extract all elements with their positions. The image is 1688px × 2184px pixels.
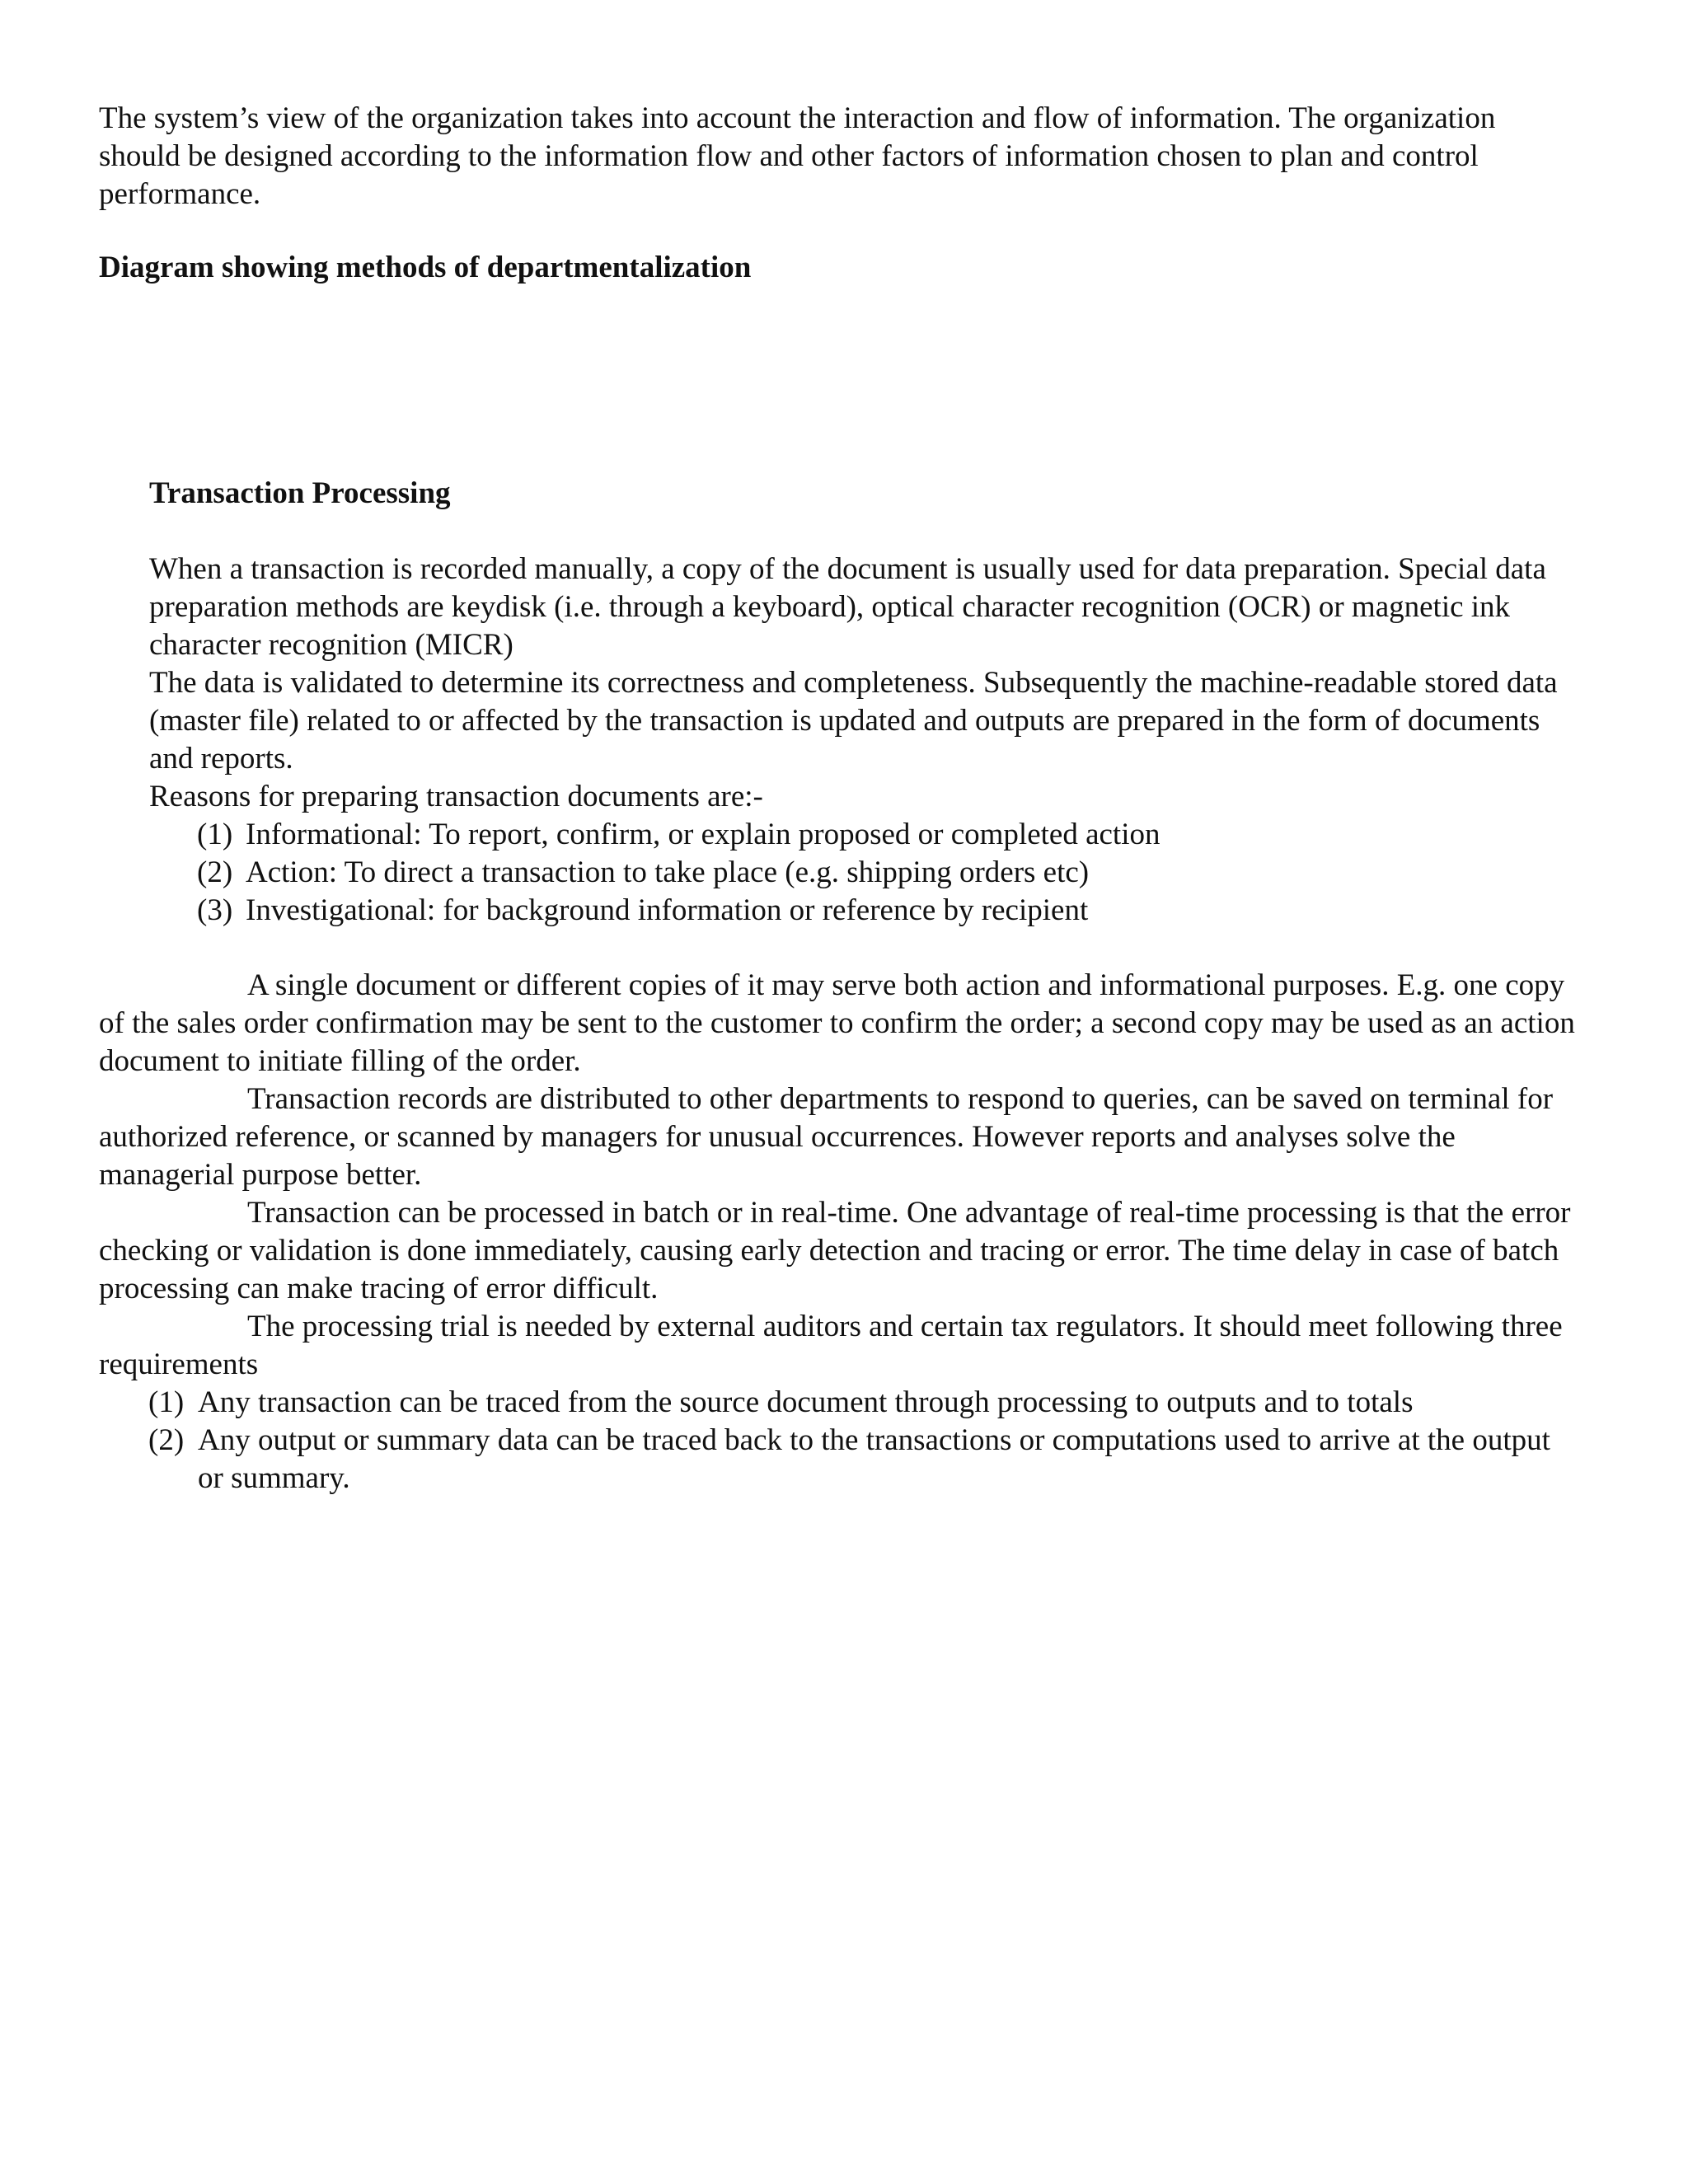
list-item-text: Informational: To report, confirm, or explain proposed or completed action — [246, 818, 1160, 851]
transaction-discussion — [99, 967, 1582, 1497]
list-item-text: Any output or summary data can be traced back to the transactions or computations used to arrive at the output or summary. — [198, 1423, 1550, 1495]
list-item-text: Any transaction can be traced from the source document through processing to outputs and to totals — [198, 1385, 1414, 1419]
reasons-list — [149, 816, 1583, 930]
list-item — [149, 892, 1583, 930]
list-item-text: Action: To direct a transaction to take place (e.g. shipping orders etc) — [246, 855, 1090, 889]
paragraph-data-preparation: When a transaction is recorded manually, a copy of the document is usually used for data preparation. Special data preparation methods are keydisk (i.e. through a keyboard), optical character recognition (OCR) or magnetic ink character recognition (MICR) — [149, 552, 1546, 662]
diagram-heading: Diagram showing methods of departmentalization — [99, 251, 752, 284]
diagram-area — [99, 297, 1582, 462]
reasons-intro: Reasons for preparing transaction documents are:- — [149, 780, 763, 813]
list-item-number: (3) — [197, 893, 233, 927]
paragraph-transaction-records: Transaction records are distributed to other departments to respond to queries, can be saved on terminal for authorized reference, or scanned by managers for unusual occurrences. However reports and analyses solve the managerial purpose better. — [99, 1082, 1554, 1192]
list-item-text: Investigational: for background information or reference by recipient — [246, 893, 1089, 927]
section-heading-transaction-processing: Transaction Processing — [149, 476, 451, 510]
list-item — [99, 1384, 1582, 1422]
list-item-number: (2) — [197, 855, 233, 889]
paragraph-validation: The data is validated to determine its correctness and completeness. Subsequently the machine-readable stored data (master file) related to or affected by the transaction is updated and outputs are prepared in the form of documents and reports. — [149, 666, 1558, 776]
list-item — [99, 1422, 1582, 1497]
list-item — [149, 854, 1583, 892]
paragraph-batch-realtime: Transaction can be processed in batch or in real-time. One advantage of real-time processing is that the error checking or validation is done immediately, causing early detection and tracing or error. The time delay in case of batch processing can make tracing of error difficult. — [99, 1196, 1571, 1305]
transaction-processing-body — [149, 551, 1583, 930]
list-item-number: (1) — [148, 1385, 185, 1419]
paragraph-document-copies: A single document or different copies of it may serve both action and informational purposes. E.g. one copy of the sales order confirmation may be sent to the customer to confirm the order; a second copy may be used as an action document to initiate filling of the order. — [99, 968, 1575, 1078]
list-item — [149, 816, 1583, 854]
list-item-number: (1) — [197, 818, 233, 851]
requirements-list — [99, 1384, 1582, 1497]
list-item-number: (2) — [148, 1423, 185, 1457]
intro-paragraph: The system’s view of the organization takes into account the interaction and flow of information. The organization should be designed according to the information flow and other factors of information chosen to plan and control performance. — [99, 101, 1496, 211]
paragraph-processing-trial: The processing trial is needed by external auditors and certain tax regulators. It should meet following three requirements — [99, 1310, 1563, 1381]
